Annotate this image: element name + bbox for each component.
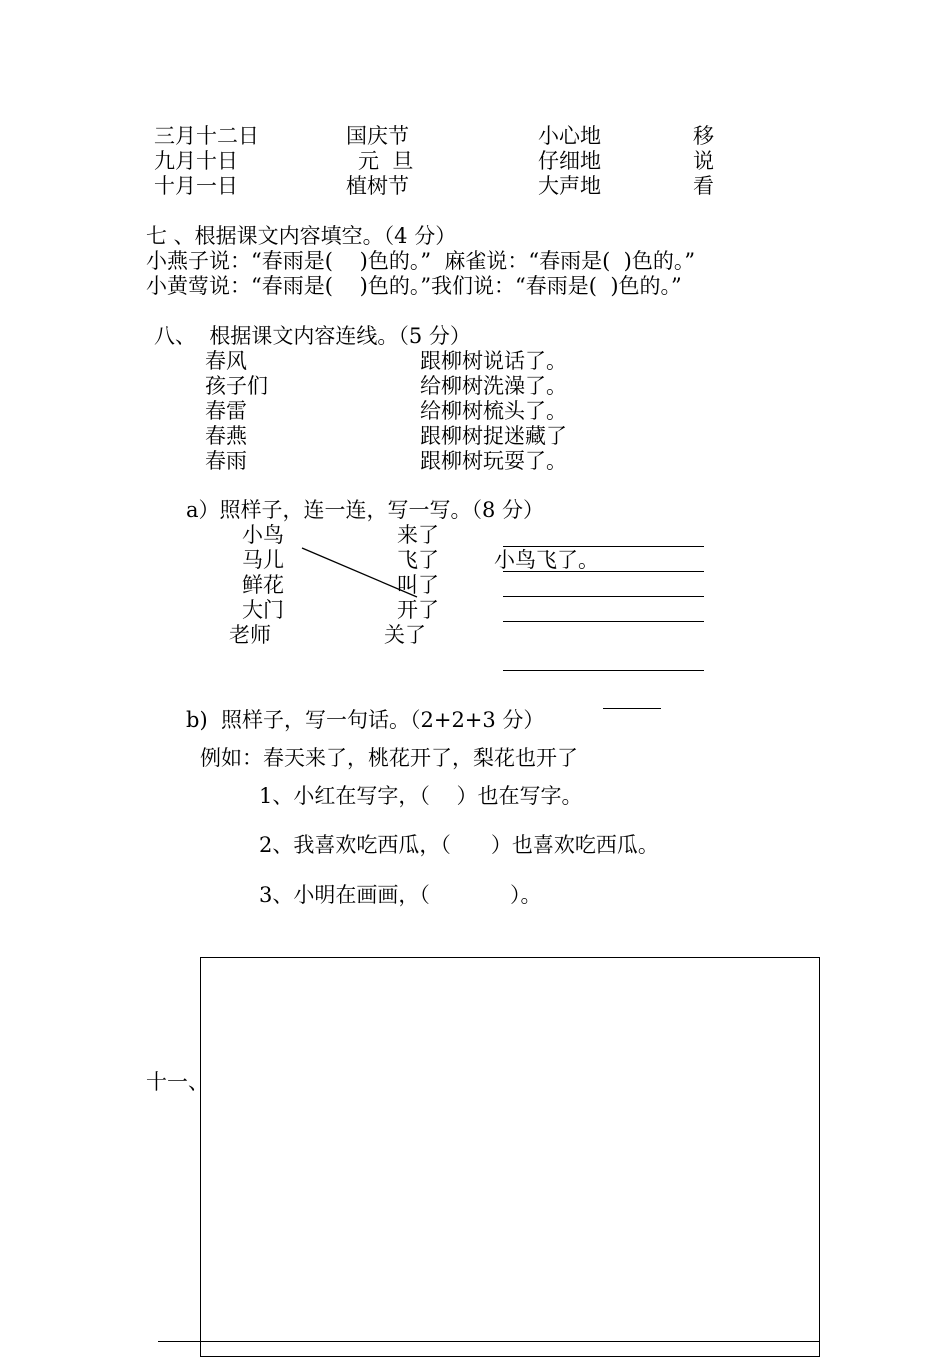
s6-cell-verb-1: 移 [693, 124, 714, 148]
s6-cell-verb-3: 看 [693, 174, 714, 198]
s8-left-3: 春雷 [205, 399, 247, 423]
s6-cell-adverb-1: 小心地 [538, 124, 601, 148]
sa-answer-line-6[interactable] [603, 708, 661, 709]
s8-right-3: 给柳树梳头了。 [420, 399, 567, 423]
sa-left-1: 小鸟 [242, 523, 284, 547]
s8-right-2: 给柳树洗澡了。 [420, 374, 567, 398]
sectionB-item-2: 2、我喜欢吃西瓜，（ ）也喜欢吃西瓜。 [259, 833, 659, 857]
s6-cell-date-2: 九月十日 [154, 149, 238, 173]
sectionB-item-1: 1、小红在写字，（ ）也在写字。 [259, 784, 583, 808]
sectionB-title: b) 照样子，写一句话。（2+2+3 分） [186, 708, 545, 732]
sa-left-2: 马儿 [242, 548, 284, 572]
s8-left-2: 孩子们 [205, 374, 268, 398]
s6-cell-date-3: 十月一日 [154, 174, 238, 198]
sa-answer-line-2[interactable] [503, 571, 704, 572]
sa-left-5: 老师 [229, 623, 271, 647]
s8-left-5: 春雨 [205, 449, 247, 473]
s6-cell-date-1: 三月十二日 [154, 124, 259, 148]
s6-cell-holiday-1: 国庆节 [346, 124, 409, 148]
section7-line-2: 小黄莺说：“春雨是( )色的。”我们说：“春雨是( )色的。” [146, 274, 682, 298]
section8-title: 八、 根据课文内容连线。（5 分） [154, 324, 471, 348]
s6-cell-holiday-2: 元 旦 [358, 149, 414, 173]
section11-label: 十一、 [146, 1070, 209, 1094]
s8-left-1: 春风 [205, 349, 247, 373]
s6-cell-adverb-3: 大声地 [538, 174, 601, 198]
section11-drawing-box[interactable] [200, 957, 820, 1357]
section7-title: 七 、根据课文内容填空。（4 分） [146, 224, 457, 248]
s8-left-4: 春燕 [205, 424, 247, 448]
sectionA-title: a）照样子，连一连，写一写。（8 分） [186, 498, 545, 522]
s8-right-4: 跟柳树捉迷藏了 [420, 424, 567, 448]
sa-left-4: 大门 [242, 598, 284, 622]
sa-left-3: 鲜花 [242, 573, 284, 597]
sa-right-4: 开了 [397, 598, 439, 622]
sa-right-3: 叫了 [397, 573, 439, 597]
bottom-rule [158, 1341, 820, 1342]
sectionB-example: 例如：春天来了，桃花开了，梨花也开了 [200, 746, 578, 770]
s6-cell-holiday-3: 植树节 [346, 174, 409, 198]
section7-line-1: 小燕子说：“春雨是( )色的。” 麻雀说：“春雨是( )色的。” [146, 249, 696, 273]
s8-right-5: 跟柳树玩耍了。 [420, 449, 567, 473]
sa-example-answer: 小鸟飞了。 [494, 548, 599, 572]
sa-right-1: 来了 [397, 523, 439, 547]
sa-right-2: 飞了 [397, 548, 439, 572]
s6-cell-verb-2: 说 [693, 149, 714, 173]
sa-answer-line-3[interactable] [503, 596, 704, 597]
s6-cell-adverb-2: 仔细地 [538, 149, 601, 173]
sectionB-item-3: 3、小明在画画，（ ）。 [259, 883, 542, 907]
sa-answer-line-1[interactable] [503, 546, 704, 547]
s8-right-1: 跟柳树说话了。 [420, 349, 567, 373]
sa-answer-line-5[interactable] [503, 670, 704, 671]
sa-right-5: 关了 [384, 623, 426, 647]
sa-answer-line-4[interactable] [503, 621, 704, 622]
